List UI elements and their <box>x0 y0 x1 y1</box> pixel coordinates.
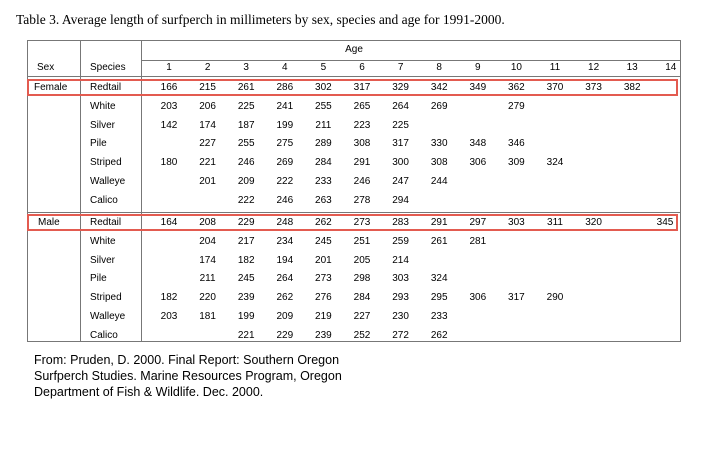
table-cell: 317 <box>392 138 409 150</box>
table-cell: 215 <box>199 82 216 93</box>
table-cell: 246 <box>276 194 294 206</box>
table-cell: 180 <box>160 157 178 169</box>
table-cell: 252 <box>353 329 371 341</box>
table-cell: 281 <box>469 235 487 247</box>
table-border-top <box>27 40 681 41</box>
table-cell: 245 <box>315 235 332 247</box>
table-cell: 275 <box>276 138 294 150</box>
table-cell: 303 <box>508 217 525 228</box>
species-label: Silver <box>90 254 116 266</box>
species-label: White <box>90 100 116 112</box>
table-cell: 317 <box>508 292 525 304</box>
table-cell: 206 <box>199 100 216 112</box>
sex-column-header: Sex <box>37 62 55 73</box>
table-cell: 199 <box>276 119 294 131</box>
table-caption: Table 3. Average length of surfperch in millimeters by sex, species and age for 1991-2000. <box>16 12 505 27</box>
age-column-header: 1 <box>166 62 172 73</box>
table-cell: 278 <box>353 194 371 206</box>
table-cell: 284 <box>315 157 332 169</box>
table-cell: 211 <box>315 119 332 131</box>
table-cell: 272 <box>392 329 409 341</box>
table-cell: 294 <box>392 194 409 206</box>
table-cell: 208 <box>199 217 216 228</box>
table-cell: 255 <box>237 138 255 150</box>
table-cell: 291 <box>353 157 371 169</box>
table-cell: 223 <box>353 119 371 131</box>
species-label: Redtail <box>90 217 122 228</box>
table-cell: 273 <box>353 217 371 228</box>
table-cell: 297 <box>469 217 487 228</box>
table-cell: 182 <box>160 292 178 304</box>
table-cell: 209 <box>276 311 294 322</box>
table-cell: 222 <box>276 176 294 187</box>
table-cell: 199 <box>237 311 255 322</box>
table-cell: 225 <box>392 119 409 131</box>
table-cell: 233 <box>315 176 332 187</box>
table-cell: 290 <box>546 292 564 304</box>
age-column-header: 7 <box>397 62 404 73</box>
species-label: Striped <box>90 292 122 304</box>
table-cell: 244 <box>430 176 448 187</box>
table-cell: 182 <box>237 254 255 266</box>
table-cell: 370 <box>546 82 564 93</box>
age-column-header: 12 <box>588 62 600 73</box>
source-line-3: Department of Fish & Wildlife. Dec. 2000. <box>34 385 264 399</box>
table-cell: 309 <box>508 157 525 169</box>
table-cell: 211 <box>199 273 216 285</box>
table-cell: 373 <box>585 82 602 93</box>
table-cell: 241 <box>276 100 294 112</box>
table-cell: 329 <box>392 82 409 93</box>
table-cell: 245 <box>237 273 255 285</box>
table-cell: 262 <box>430 329 448 341</box>
age-underline <box>141 60 681 61</box>
table-cell: 308 <box>430 157 448 169</box>
table-cell: 246 <box>353 176 371 187</box>
table-cell: 174 <box>199 119 216 131</box>
table-cell: 239 <box>315 329 332 341</box>
species-label: Silver <box>90 119 116 131</box>
table-cell: 194 <box>276 254 294 266</box>
species-label: Walleye <box>90 176 126 187</box>
table-cell: 346 <box>508 138 525 150</box>
table-cell: 276 <box>315 292 332 304</box>
header-underline <box>27 76 681 77</box>
table-cell: 300 <box>392 157 409 169</box>
species-label: Pile <box>90 138 107 150</box>
table-cell: 221 <box>199 157 216 169</box>
table-cell: 227 <box>353 311 371 322</box>
table-cell: 283 <box>392 217 409 228</box>
species-label: Redtail <box>90 82 122 93</box>
table-cell: 142 <box>160 119 178 131</box>
age-column-header: 11 <box>549 62 561 73</box>
table-cell: 298 <box>353 273 371 285</box>
table-cell: 246 <box>237 157 255 169</box>
table-cell: 263 <box>315 194 332 206</box>
table-cell: 181 <box>199 311 216 322</box>
table-cell: 201 <box>315 254 332 266</box>
table-cell: 317 <box>353 82 371 93</box>
species-label: Calico <box>90 194 118 206</box>
species-label: Walleye <box>90 311 126 322</box>
table-cell: 209 <box>237 176 255 187</box>
table-cell: 362 <box>508 82 525 93</box>
table-cell: 324 <box>546 157 564 169</box>
age-header: Age <box>345 44 363 55</box>
age-column-header: 2 <box>204 62 211 73</box>
species-label: White <box>90 235 116 247</box>
species-column-header: Species <box>90 62 126 73</box>
table-cell: 227 <box>199 138 216 150</box>
table-cell: 302 <box>315 82 332 93</box>
table-cell: 234 <box>276 235 294 247</box>
table-cell: 306 <box>469 292 487 304</box>
table-cell: 164 <box>160 217 178 228</box>
table-cell: 279 <box>508 100 525 112</box>
table-cell: 233 <box>430 311 448 322</box>
table-cell: 330 <box>430 138 448 150</box>
table-cell: 174 <box>199 254 216 266</box>
table-cell: 342 <box>430 82 448 93</box>
age-column-header: 8 <box>436 62 442 73</box>
table-cell: 345 <box>656 217 674 228</box>
table-cell: 308 <box>353 138 371 150</box>
table-cell: 264 <box>276 273 294 285</box>
table-cell: 273 <box>315 273 332 285</box>
table-cell: 269 <box>276 157 294 169</box>
age-column-header: 5 <box>320 62 327 73</box>
age-column-header: 14 <box>665 62 677 73</box>
age-column-header: 3 <box>243 62 249 73</box>
table-cell: 349 <box>469 82 487 93</box>
table-cell: 222 <box>237 194 255 206</box>
table-cell: 229 <box>237 217 255 228</box>
table-cell: 348 <box>469 138 487 150</box>
table-cell: 220 <box>199 292 216 304</box>
source-note <box>34 352 342 400</box>
table-cell: 291 <box>430 217 448 228</box>
table-border-right <box>680 40 681 342</box>
table-cell: 320 <box>585 217 602 228</box>
table-cell: 269 <box>430 100 448 112</box>
species-label: Pile <box>90 273 107 285</box>
table-cell: 382 <box>623 82 641 93</box>
table-cell: 166 <box>160 82 178 93</box>
table-cell: 261 <box>237 82 255 93</box>
table-cell: 187 <box>237 119 255 131</box>
age-column-header: 4 <box>282 62 288 73</box>
table-cell: 265 <box>353 100 371 112</box>
table-cell: 239 <box>237 292 255 304</box>
table-cell: 230 <box>392 311 409 322</box>
species-label: Striped <box>90 157 122 169</box>
table-cell: 247 <box>392 176 409 187</box>
table-cell: 204 <box>199 235 216 247</box>
age-column-header: 9 <box>475 62 481 73</box>
table-cell: 264 <box>392 100 409 112</box>
table-cell: 225 <box>237 100 255 112</box>
table-cell: 203 <box>160 311 178 322</box>
sex-label: Male <box>38 217 60 228</box>
table-cell: 293 <box>392 292 409 304</box>
table-cell: 205 <box>353 254 371 266</box>
table-cell: 284 <box>353 292 371 304</box>
species-column-divider <box>141 40 142 342</box>
table-cell: 286 <box>276 82 294 93</box>
table-cell: 251 <box>353 235 371 247</box>
species-label: Calico <box>90 329 118 341</box>
table-cell: 255 <box>315 100 332 112</box>
table-cell: 229 <box>276 329 294 341</box>
source-line-1: From: Pruden, D. 2000. Final Report: Southern Oregon <box>34 353 340 367</box>
sex-label: Female <box>34 82 68 93</box>
table-cell: 289 <box>315 138 332 150</box>
surfperch-length-table <box>27 40 681 342</box>
table-cell: 214 <box>392 254 409 266</box>
sex-column-divider <box>80 40 81 342</box>
table-cell: 203 <box>160 100 178 112</box>
table-cell: 248 <box>276 217 294 228</box>
table-cell: 221 <box>237 329 255 341</box>
table-cell: 295 <box>430 292 448 304</box>
table-cell: 303 <box>392 273 409 285</box>
table-cell: 259 <box>392 235 409 247</box>
table-cell: 219 <box>315 311 332 322</box>
table-cell: 324 <box>430 273 448 285</box>
table-cell: 262 <box>315 217 332 228</box>
table-cell: 217 <box>237 235 255 247</box>
table-cell: 311 <box>547 217 563 228</box>
age-column-header: 6 <box>359 62 365 73</box>
sex-group-divider <box>27 212 681 213</box>
table-border-left <box>27 40 28 342</box>
table-cell: 201 <box>199 176 216 187</box>
table-cell: 306 <box>469 157 487 169</box>
source-line-2: Surfperch Studies. Marine Resources Program, Oregon <box>34 369 342 383</box>
age-column-header: 10 <box>510 62 522 73</box>
age-column-header: 13 <box>626 62 638 73</box>
table-cell: 261 <box>430 235 448 247</box>
table-cell: 262 <box>276 292 294 304</box>
